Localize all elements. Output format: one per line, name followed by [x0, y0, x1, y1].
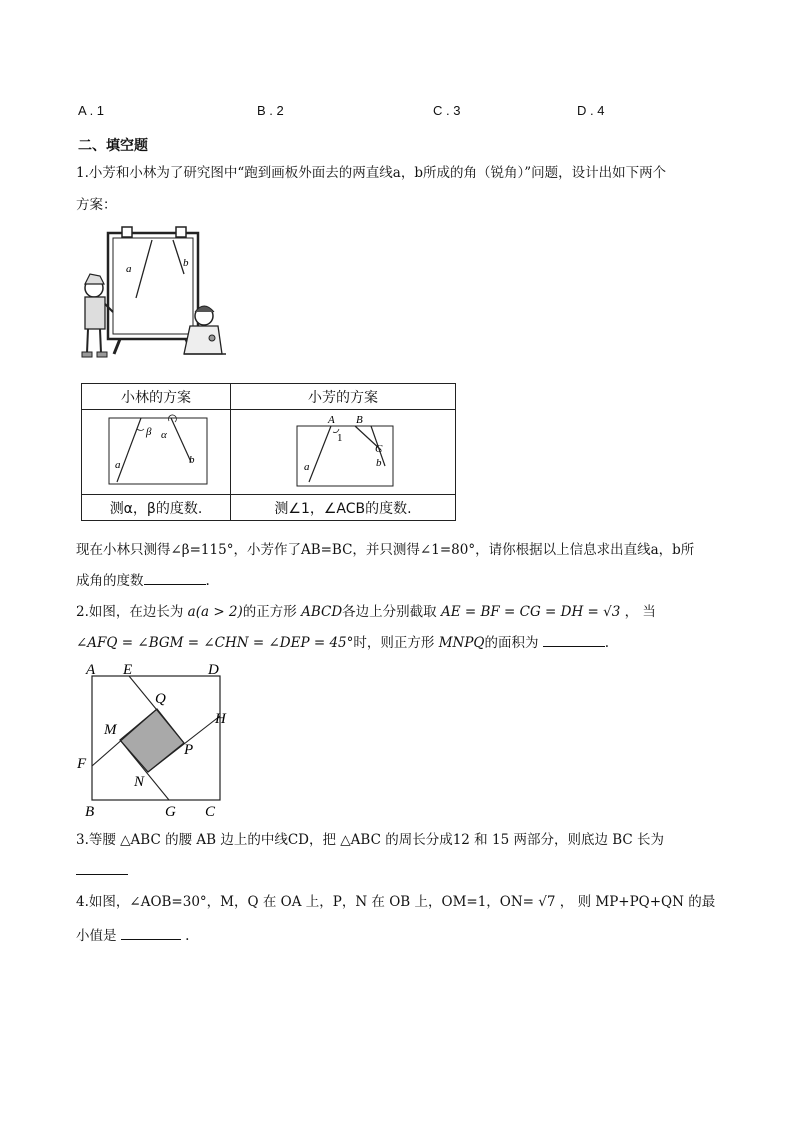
q4-line2: [76, 925, 189, 946]
q2-math-angles: ∠AFQ = ∠BGM = ∠CHN = ∠DEP = 45°: [76, 635, 354, 651]
plan-left-b: b: [189, 454, 195, 466]
plan-right-one: 1: [337, 432, 343, 444]
q2-text-3: 各边上分别截取: [342, 604, 441, 620]
sq-label-B: B: [85, 804, 95, 820]
sq-label-D: D: [208, 662, 219, 678]
plan-table: [81, 383, 456, 521]
plan-left-a: a: [115, 459, 121, 471]
q1-line4-post: .: [205, 573, 210, 589]
sq-label-H: H: [215, 711, 226, 727]
q4-text-3: 小值是: [76, 928, 117, 944]
plan-header-right: 小芳的方案: [231, 384, 456, 410]
q2-math-equal-sides: AE = BF = CG = DH = √3: [440, 604, 621, 620]
sq-label-F: F: [77, 756, 87, 772]
section-title: 二、填空题: [78, 138, 148, 154]
q4-line1: [76, 892, 715, 912]
option-c: C . 3: [433, 103, 461, 118]
q1-line1: 1.小芳和小林为了研究图中“跑到画板外面去的两直线a，b所成的角（锐角）”问题，设计出如下两个: [76, 165, 667, 181]
q2-math-a: a(a > 2): [187, 604, 243, 620]
q2-line2: [76, 632, 609, 653]
fig-label-a: a: [126, 263, 132, 275]
q2-line1: [76, 602, 656, 622]
q1-line2: 方案：: [76, 197, 117, 213]
q3-line1: 3.等腰 △ABC 的腰 AB 边上的中线CD，把 △ABC 的周长分成12 和 15 两部分，则底边 BC 长为: [76, 832, 665, 848]
q4-text-2: ， 则 MP+PQ+QN 的最: [555, 894, 716, 910]
plan-foot-left: 测α，β的度数.: [82, 495, 231, 521]
plan-right-B: B: [356, 414, 363, 426]
sq-label-G: G: [165, 804, 176, 820]
q4-answer-blank[interactable]: [121, 925, 181, 940]
plan-right-A: A: [328, 414, 335, 426]
plan-figure-right: [231, 410, 456, 495]
plan-right-C: C: [375, 443, 383, 455]
q3-line2: [76, 860, 128, 881]
sq-label-M: M: [104, 722, 117, 738]
q2-text-5: 时，则正方形: [353, 635, 439, 651]
option-a: A . 1: [78, 103, 105, 118]
plan-left-beta: β: [146, 426, 152, 438]
q2-text-4: ， 当: [620, 604, 656, 620]
option-b: B . 2: [257, 103, 284, 118]
sq-label-E: E: [123, 662, 133, 678]
q2-text-6: 的面积为: [484, 635, 539, 651]
q2-answer-blank[interactable]: [543, 632, 605, 647]
sq-label-P: P: [184, 742, 194, 758]
q1-line4-pre: 成角的度数: [76, 573, 144, 589]
plan-foot-right: 测∠1，∠ACB的度数.: [231, 495, 456, 521]
q4-sqrt7: √7: [538, 894, 556, 910]
q1-answer-blank[interactable]: [144, 570, 206, 585]
sq-label-C: C: [205, 804, 216, 820]
q2-math-abcd: ABCD: [301, 604, 343, 620]
q4-text-1: 4.如图，∠AOB=30°，M，Q 在 OA 上，P，N 在 OB 上，OM=1，ON=: [76, 894, 539, 910]
fig-label-b: b: [183, 257, 189, 269]
square-diagram: [74, 656, 244, 822]
option-d: D . 4: [577, 103, 605, 118]
q1-line3: 现在小林只测得∠β=115°，小芳作了AB=BC，并只测得∠1=80°，请你根据以上信息求出直线a，b所: [76, 542, 695, 558]
q2-text-2: 的正方形: [242, 604, 302, 620]
q2-math-mnpq: MNPQ: [438, 635, 485, 651]
plan-right-diagram: [233, 410, 453, 490]
sq-label-Q: Q: [155, 691, 166, 707]
plan-right-b: b: [376, 457, 382, 469]
sq-label-A: A: [86, 662, 96, 678]
q1-line4: [76, 570, 210, 591]
q3-answer-blank[interactable]: [76, 860, 128, 875]
plan-left-alpha: α: [161, 429, 167, 441]
q4-text-4: .: [185, 928, 190, 944]
q2-text-1: 2.如图，在边长为: [76, 604, 188, 620]
easel-illustration: [80, 226, 230, 368]
sq-label-N: N: [134, 774, 145, 790]
q2-text-7: .: [604, 635, 610, 651]
plan-figure-left: [82, 410, 231, 495]
plan-right-a: a: [304, 461, 310, 473]
plan-header-left: 小林的方案: [82, 384, 231, 410]
plan-left-diagram: [83, 410, 229, 490]
